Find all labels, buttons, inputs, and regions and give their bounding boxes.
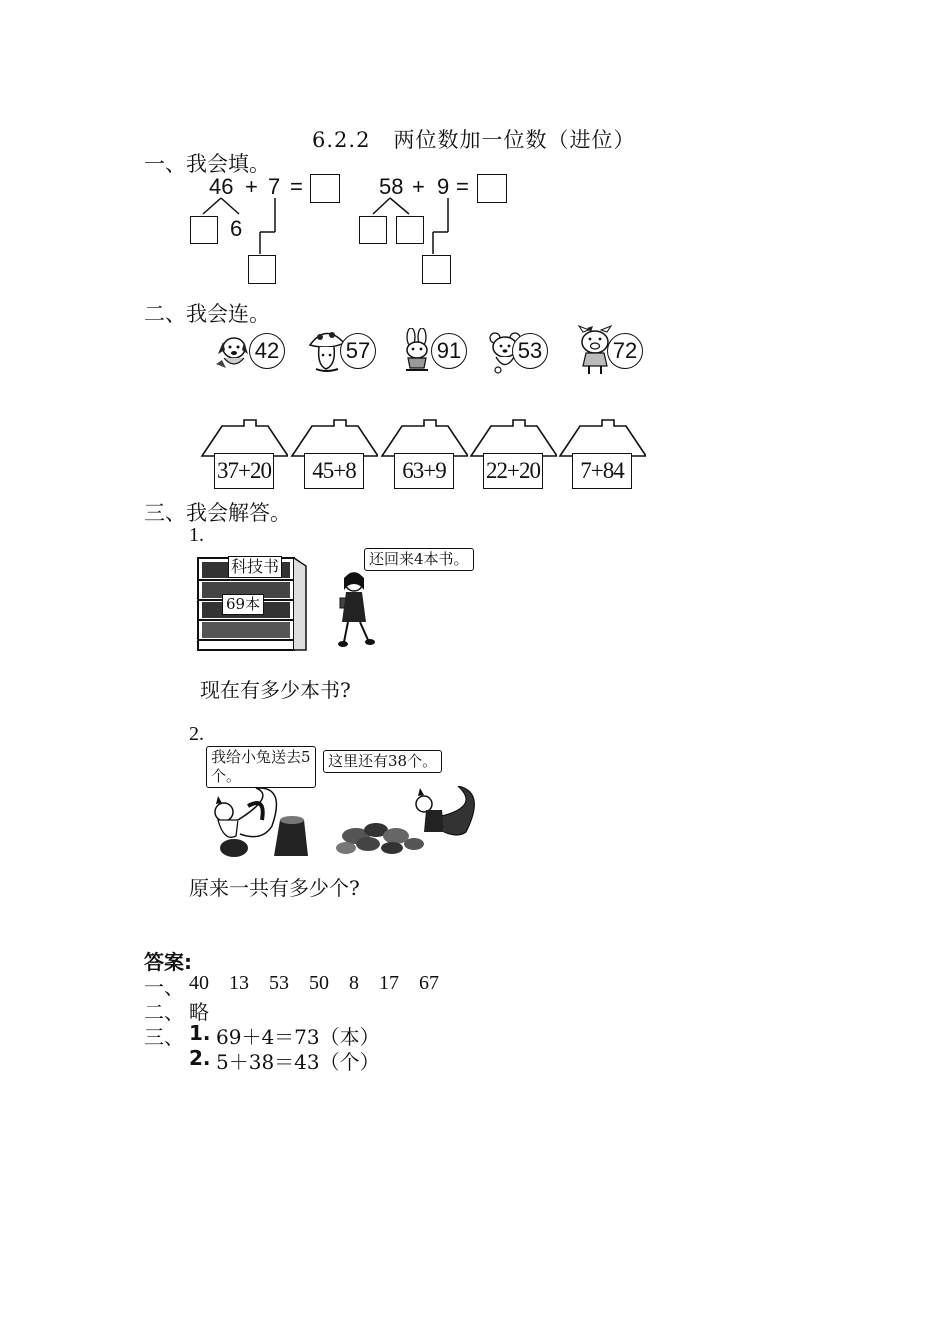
answer-1-label: 一、	[144, 975, 184, 999]
answer-3-label: 三、	[144, 1025, 184, 1049]
animal-number-53[interactable]: 53	[512, 333, 548, 369]
problem-2-question: 原来一共有多少个?	[189, 876, 360, 900]
left-squirrel-speech-bubble: 我给小兔送去5个。	[206, 746, 316, 788]
eq2-split-box-2[interactable]	[396, 216, 424, 244]
animal-number-72[interactable]: 72	[607, 333, 643, 369]
house-roof	[469, 418, 557, 458]
eq1-operand-a: 46	[209, 174, 234, 199]
eq1-split-box[interactable]	[190, 216, 218, 244]
squirrels-scene-icon	[196, 786, 486, 862]
right-squirrel-speech-bubble: 这里还有38个。	[323, 750, 442, 773]
eq1-result-box[interactable]	[310, 174, 340, 203]
eq2-split-box-1[interactable]	[359, 216, 387, 244]
house-4[interactable]	[469, 418, 557, 496]
eq1-equals: =	[290, 174, 303, 199]
answer-2-label: 二、	[144, 1000, 184, 1024]
eq2-plus: +	[412, 174, 425, 199]
house-1[interactable]	[200, 418, 288, 496]
section-2-heading: 二、我会连。	[144, 302, 270, 326]
eq2-equals: =	[456, 174, 469, 199]
eq1-split-known: 6	[230, 216, 243, 241]
eq1-operand-b: 7	[268, 174, 281, 199]
answer-3-2-number: 2.	[189, 1046, 211, 1070]
house-roof	[380, 418, 468, 458]
house-label: 7+84	[572, 453, 632, 489]
girl-icon	[330, 570, 390, 652]
shelf-count-label: 69本	[222, 594, 264, 615]
house-roof	[290, 418, 378, 458]
eq2-result-box[interactable]	[477, 174, 507, 203]
animal-number-57[interactable]: 57	[340, 333, 376, 369]
house-roof	[200, 418, 288, 458]
girl-speech-bubble: 还回来4本书。	[364, 548, 474, 571]
problem-2-number: 2.	[189, 723, 204, 745]
house-2[interactable]	[290, 418, 378, 496]
section-1-heading: 一、我会填。	[144, 152, 270, 176]
problem-1-question: 现在有多少本书?	[200, 678, 351, 702]
house-3[interactable]	[380, 418, 468, 496]
eq1-step-box[interactable]	[248, 255, 276, 284]
house-label: 22+20	[483, 453, 543, 489]
house-roof	[558, 418, 646, 458]
answer-3-1-number: 1.	[189, 1021, 211, 1045]
problem-1-number: 1.	[189, 524, 204, 546]
eq2-operand-a: 58	[379, 174, 404, 199]
house-label: 63+9	[394, 453, 454, 489]
answer-3-1-value: 69＋4＝73（本）	[216, 1025, 380, 1049]
eq2-operand-b: 9	[437, 174, 450, 199]
page-title: 6.2.2 两位数加一位数（进位）	[312, 128, 636, 152]
shelf-category-label: 科技书	[228, 556, 282, 578]
answer-1-values: 40 13 53 50 8 17 67	[189, 972, 439, 994]
answer-2-value: 略	[189, 1000, 209, 1024]
house-label: 45+8	[304, 453, 364, 489]
eq1-plus: +	[245, 174, 258, 199]
eq2-step-box[interactable]	[422, 255, 451, 284]
section-3-heading: 三、我会解答。	[144, 501, 291, 525]
answer-3-2-value: 5＋38＝43（个）	[216, 1050, 380, 1074]
answers-heading: 答案:	[144, 950, 192, 974]
house-label: 37+20	[214, 453, 274, 489]
house-5[interactable]	[558, 418, 646, 496]
animal-number-42[interactable]: 42	[249, 333, 285, 369]
animal-number-91[interactable]: 91	[431, 333, 467, 369]
dog-icon	[212, 330, 252, 372]
